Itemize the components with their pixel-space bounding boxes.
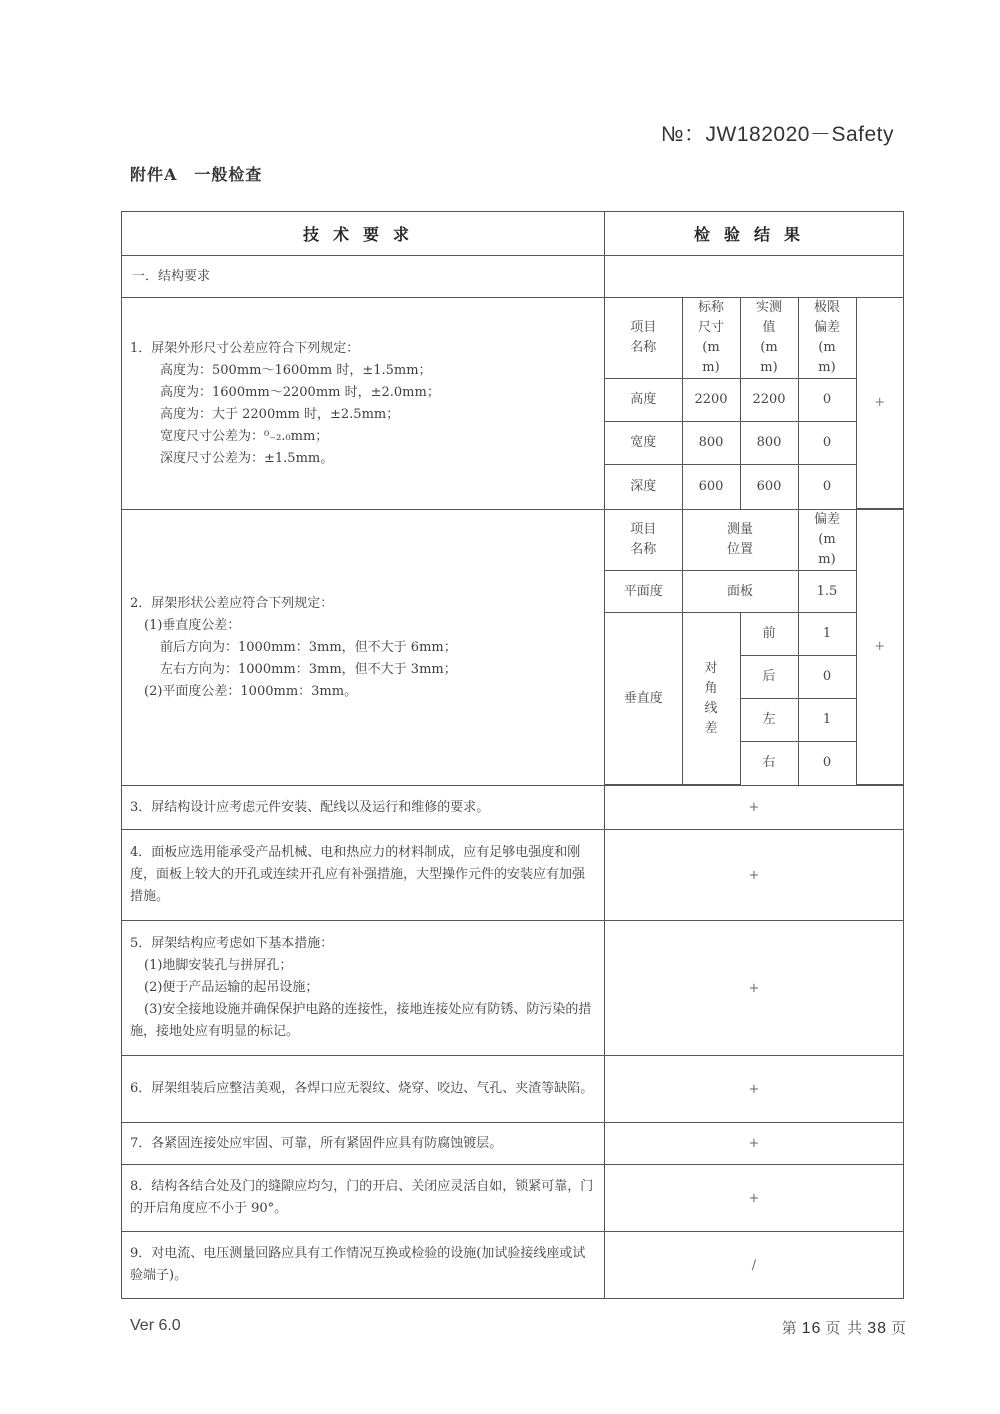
flatness-deviation: 1.5 xyxy=(798,571,856,613)
table-row-item5 xyxy=(122,921,904,1056)
item7-requirement: 7．各紧固连接处应牢固、可靠，所有紧固件应具有防腐蚀镀层。 xyxy=(122,1123,605,1165)
item4-requirement: 4．面板应选用能承受产品机械、电和热应力的材料制成，应有足够电强度和刚度，面板上较大的开孔或连续开孔应有补强措施，大型操作元件的安装应有加强措施。 xyxy=(122,830,605,921)
row-name: 高度 xyxy=(605,379,682,422)
item1-line: 宽度尺寸公差为：⁰₋₂.₀mm； xyxy=(160,428,329,444)
item2-title: 2．屏架形状公差应符合下列规定： xyxy=(130,595,334,611)
deviation: 0 xyxy=(798,742,856,785)
row-name: 宽度 xyxy=(605,422,682,465)
deviation: 1 xyxy=(798,699,856,742)
table-row-item6 xyxy=(122,1056,904,1123)
item9-result: / xyxy=(605,1232,904,1299)
shape-subtable xyxy=(605,510,903,785)
sub-header: 项目名称 xyxy=(605,510,682,571)
item2-line: 左右方向为：1000mm：3mm，但不大于 3mm； xyxy=(160,661,457,677)
item2-line: 前后方向为：1000mm：3mm，但不大于 6mm； xyxy=(160,639,457,655)
row-deviation: 0 xyxy=(798,379,856,422)
position: 后 xyxy=(740,656,798,699)
inspection-table xyxy=(121,211,904,1299)
row-measured: 2200 xyxy=(740,379,798,422)
page-total: 38 xyxy=(867,1320,887,1337)
position: 右 xyxy=(740,742,798,785)
item1-requirement xyxy=(122,298,605,510)
position: 左 xyxy=(740,699,798,742)
sub-header: 测量位置 xyxy=(682,510,798,571)
item5-line: (2)便于产品运输的起吊设施； xyxy=(144,980,319,995)
page-indicator xyxy=(782,1317,907,1338)
item5-line: (1)地脚安装孔与拼屏孔； xyxy=(144,958,293,973)
row-nominal: 800 xyxy=(682,422,740,465)
table-row-item9 xyxy=(122,1232,904,1299)
page-suffix: 页 xyxy=(890,1319,907,1337)
deviation: 1 xyxy=(798,613,856,656)
table-header-row xyxy=(122,212,904,256)
page-prefix: 第 xyxy=(781,1319,798,1337)
row-deviation: 0 xyxy=(798,422,856,465)
row-measured: 600 xyxy=(740,465,798,509)
item7-result: + xyxy=(605,1123,904,1165)
item5-line: (3)安全接地设施并确保保护电路的连接性，接地连接处应有防锈、防污染的措施，接地处应有明显的标记。 xyxy=(130,1002,592,1039)
diagonal-label-cell xyxy=(682,613,740,785)
item2-result-cell xyxy=(605,510,904,786)
row-nominal: 2200 xyxy=(682,379,740,422)
table-row-item4 xyxy=(122,830,904,921)
sub-header: 项目名称 xyxy=(605,298,682,379)
table-row-item8 xyxy=(122,1165,904,1232)
header-requirements: 技术要求 xyxy=(122,212,605,256)
sub-header: 实测值(mm) xyxy=(740,298,798,379)
section-title: 附件A 一般检查 xyxy=(130,165,263,184)
item1-line: 高度为：大于 2200mm 时，±2.5mm； xyxy=(160,406,400,422)
deviation: 0 xyxy=(798,656,856,699)
page-number: 16 xyxy=(801,1320,822,1337)
page-mid: 页 共 xyxy=(825,1319,864,1337)
version-label: Ver 6.0 xyxy=(130,1317,181,1334)
item1-title: 1．屏架外形尺寸公差应符合下列规定： xyxy=(130,340,360,356)
row-nominal: 600 xyxy=(682,465,740,509)
item2-requirement xyxy=(122,510,605,786)
section-result-empty xyxy=(605,256,904,298)
table-row-item3 xyxy=(122,786,904,830)
table-row-item1 xyxy=(122,298,904,510)
item6-result: + xyxy=(605,1056,904,1123)
item5-result: + xyxy=(605,921,904,1056)
item3-result: + xyxy=(605,786,904,830)
item1-line: 深度尺寸公差为：±1.5mm。 xyxy=(160,450,334,466)
document-number: №：JW182020－Safety xyxy=(661,123,894,146)
item9-requirement: 9．对电流、电压测量回路应具有工作情况互换或检验的设施(加试验接线座或试验端子)。 xyxy=(122,1232,605,1299)
diagonal-label: 对角线差 xyxy=(704,660,718,736)
item3-requirement: 3．屏结构设计应考虑元件安装、配线以及运行和维修的要求。 xyxy=(122,786,605,830)
flatness-name: 平面度 xyxy=(605,571,682,613)
table-row-item7 xyxy=(122,1123,904,1165)
sub-header: 偏差(mm) xyxy=(798,510,856,571)
item2-line: (2)平面度公差：1000mm：3mm。 xyxy=(144,683,358,699)
row-deviation: 0 xyxy=(798,465,856,509)
item1-line: 高度为：500mm～1600mm 时，±1.5mm； xyxy=(160,362,432,378)
item1-line: 高度为：1600mm～2200mm 时，±2.0mm； xyxy=(160,384,440,400)
item1-result-cell xyxy=(605,298,904,510)
table-row-item2 xyxy=(122,510,904,786)
flatness-position: 面板 xyxy=(682,571,798,613)
item1-result: + xyxy=(856,298,903,509)
section-label: 一．结构要求 xyxy=(122,256,605,298)
header-results: 检验结果 xyxy=(605,212,904,256)
item4-result: + xyxy=(605,830,904,921)
item5-title: 5．屏架结构应考虑如下基本措施： xyxy=(130,936,334,951)
item5-requirement xyxy=(122,921,605,1056)
item2-result: + xyxy=(856,510,903,785)
row-name: 深度 xyxy=(605,465,682,509)
item8-requirement: 8．结构各结合处及门的缝隙应均匀，门的开启、关闭应灵活自如，锁紧可靠，门的开启角度应不小于 90°。 xyxy=(122,1165,605,1232)
item2-line: (1)垂直度公差： xyxy=(144,617,241,633)
verticality-name: 垂直度 xyxy=(605,613,682,785)
sub-header: 极限偏差(mm) xyxy=(798,298,856,379)
position: 前 xyxy=(740,613,798,656)
row-measured: 800 xyxy=(740,422,798,465)
item6-requirement: 6．屏架组装后应整洁美观，各焊口应无裂纹、烧穿、咬边、气孔、夹渣等缺陷。 xyxy=(122,1056,605,1123)
sub-header: 标称尺寸(mm) xyxy=(682,298,740,379)
item8-result: + xyxy=(605,1165,904,1232)
dimension-subtable xyxy=(605,298,903,509)
section-row xyxy=(122,256,904,298)
